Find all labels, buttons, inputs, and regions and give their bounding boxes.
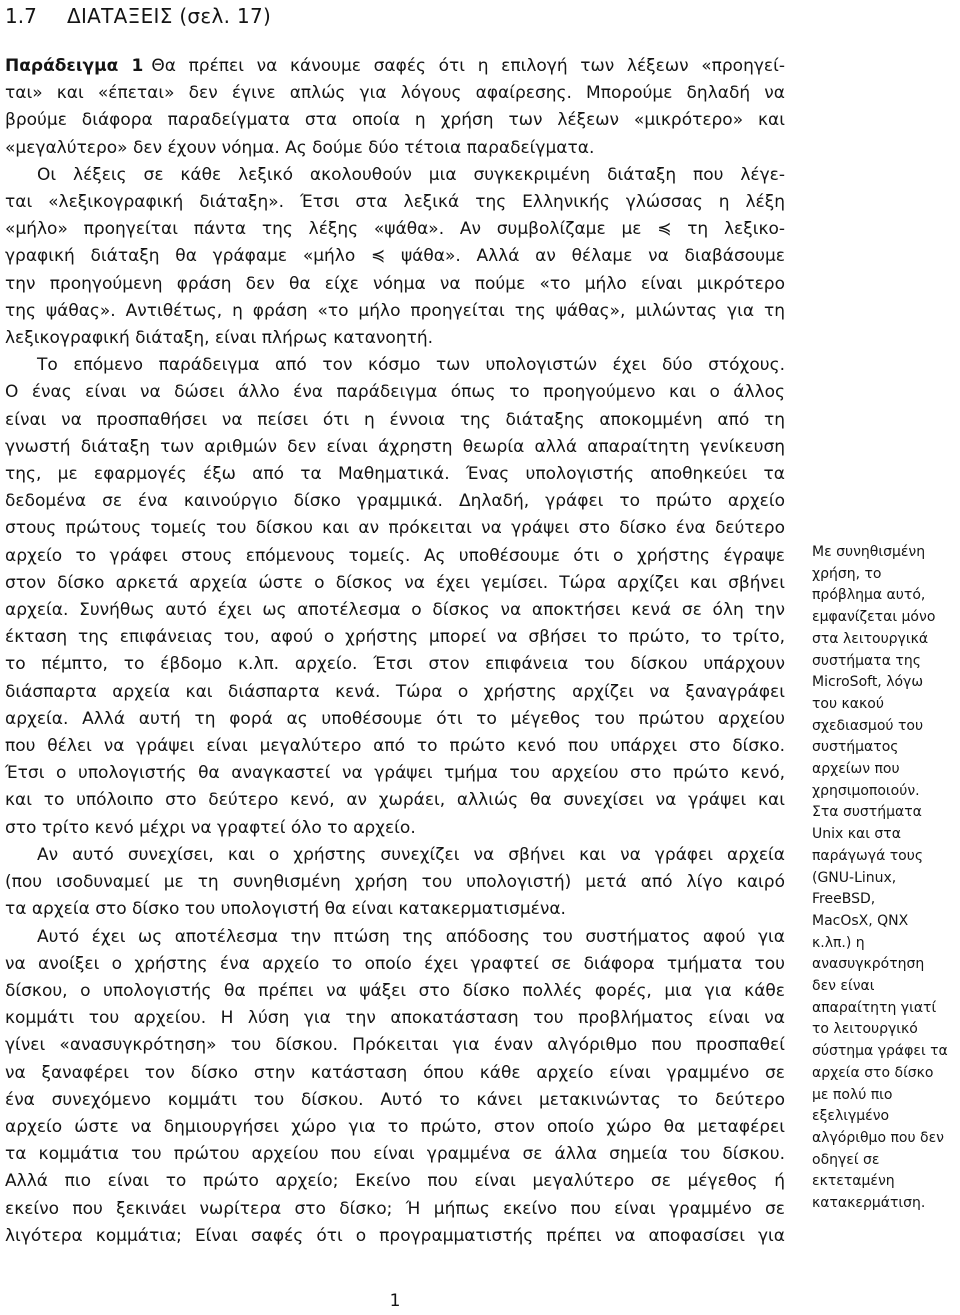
margin-note-line: κατακερμάτιση. xyxy=(812,1195,926,1212)
text-line: γραφική διάταξη θα γράφαμε «μήλο ≼ ψάθα». Αλλά αν θέλαμε να διαβάσουμε xyxy=(5,246,785,267)
margin-note-line: οδηγεί σε xyxy=(812,1151,880,1168)
margin-note-line: σύστημα γράφει τα xyxy=(812,1043,948,1060)
margin-note-line: το λειτουργικό xyxy=(812,1021,918,1038)
margin-note-line: χρήση, το xyxy=(812,565,882,582)
text-line: Το επόμενο παράδειγμα από τον κόσμο των υπολογιστών έχει δύο στόχους. xyxy=(37,355,785,376)
margin-note-line: FreeBSD, xyxy=(812,891,876,908)
text-line: της, με εφαρμογές έξω από τα Μαθηματικά. Ένας υπολογιστής αποθηκεύει τα xyxy=(5,464,785,485)
example-label: Παράδειγμα 1 xyxy=(5,56,144,76)
text-line: λιγότερα κομμάτια; Είναι σαφές ότι ο προγραμματιστής πρέπει να αποφασίσει για xyxy=(5,1225,785,1246)
margin-note-line: MacOsX, QNX xyxy=(812,912,909,929)
text-line: αρχείο ώστε να δημιουργήσει χώρο για το πρώτο, στον οποίο χώρο θα μεταφέρει xyxy=(5,1116,785,1137)
margin-note-line: κ.λπ.) η xyxy=(812,934,865,951)
text-line: διάσπαρτα αρχεία και διάσπαρτα κενά. Τώρα ο χρήστης αρχίζει να ξαναγράφει xyxy=(5,681,785,702)
text-line: Αυτό έχει ως αποτέλεσμα την πτώση της απόδοσης του συστήματος αφού για xyxy=(37,926,785,947)
text-line: κομμάτι του αρχείου. Η λύση για την αποκατάσταση του προβλήματος είναι να xyxy=(5,1008,785,1029)
margin-note-line: αλγόριθμο που δεν xyxy=(812,1129,944,1146)
text-line: τα αρχεία στο δίσκο του υπολογιστή θα είναι κατακερματισμένα. xyxy=(5,899,566,920)
margin-note-line: Unix και στα xyxy=(812,826,901,843)
text-line: που θέλει να γράψει είναι μεγαλύτερο από το πρώτο κενό που υπάρχει στο δίσκο. xyxy=(5,736,785,757)
margin-note-line: αρχεία στο δίσκο xyxy=(812,1064,934,1081)
text-line: στους πρώτους τομείς του δίσκου και αν πρόκειται να γράψει στο δίσκο ένα δεύτερο xyxy=(5,518,785,539)
text-line: αρχεία. Αλλά αυτή τη φορά ας υποθέσουμε ότι το μέγεθος του πρώτου αρχείου xyxy=(5,708,785,729)
text-line: βρούμε διάφορα παραδείγματα στα οποία η χρήση των λέξεων «μικρότερο» και xyxy=(5,110,785,131)
text-line: δεδομένα σε ένα καινούργιο δίσκο γραμμικά. Δηλαδή, γράφει το πρώτο αρχείο xyxy=(5,491,785,512)
text-line: ται «λεξικογραφική διάταξη». Έτσι στα λεξικά της Ελληνικής γλώσσας η λέξη xyxy=(5,192,785,213)
paragraph xyxy=(5,162,785,352)
margin-note-line: Με συνηθισμένη xyxy=(812,544,926,560)
text-line: λεξικογραφική διάταξη, είναι πλήρως κατανοητή. xyxy=(5,328,434,349)
text-line: το πέμπτο, το έβδομο κ.λπ. αρχείο. Έτσι στον επιφάνεια του δίσκου υπάρχουν xyxy=(5,654,785,675)
text-line xyxy=(5,53,785,80)
margin-note-line: εμφανίζεται μόνο xyxy=(812,609,936,626)
margin-note-line: συστήματος xyxy=(812,739,899,756)
page-number: 1 xyxy=(389,1291,401,1311)
margin-note-line: δεν είναι xyxy=(812,978,875,995)
text-line: Αν αυτό συνεχίσει, και ο χρήστης συνεχίζει να σβήνει και να γράφει αρχεία xyxy=(37,844,785,865)
text-line: να ανοίξει ο χρήστης ένα αρχείο το οποίο έχει γραφτεί σε διάφορα τμήματα του xyxy=(5,953,785,974)
margin-note-line: χρησιμοποιούν. xyxy=(812,782,920,799)
text-line: αρχείο το γράφει στους επόμενους τομείς. Ας υποθέσουμε ότι ο χρήστης έγραψε xyxy=(5,545,785,566)
margin-note-line: πρόβλημα αυτό, xyxy=(812,587,926,604)
text-line: τα κομμάτια του πρώτου αρχείου που είναι γραμμένα σε άλλα σημεία του δίσκου. xyxy=(5,1144,785,1165)
text-line-content: Θα πρέπει να κάνουμε σαφές ότι η επιλογή των λέξεων «προηγεί- xyxy=(151,56,785,76)
margin-note-line: του κακού xyxy=(812,695,884,712)
paragraph xyxy=(5,842,785,924)
margin-note-line: σχεδιασμού του xyxy=(812,717,924,734)
text-line: δίσκου, ο υπολογιστής θα πρέπει να ψάξει στο δίσκο πολλές φορές, μια για κάθε xyxy=(5,980,785,1001)
paragraph xyxy=(5,53,785,162)
text-line: Έτσι ο υπολογιστής θα αναγκαστεί να γράψει τμήμα του αρχείου στο πρώτο κενό, xyxy=(5,763,785,784)
section-number: 1.7 xyxy=(5,4,37,28)
margin-note-line: απαραίτητη γιατί xyxy=(812,999,937,1016)
text-line: «μεγαλύτερο» δεν έχουν νόημα. Ας δούμε δύο τέτοια παραδείγματα. xyxy=(5,137,595,158)
text-line: γνωστή διάταξη των αριθμών δεν είναι άχρηστη θεωρία αλλά απαραίτητη γενίκευση xyxy=(5,436,785,457)
text-line: αρχεία. Συνήθως αυτό έχει ως αποτέλεσμα ο δίσκος να αποκτήσει κενά σε όλη την xyxy=(5,600,785,621)
text-line: έκταση της επιφάνειας του, αφού ο χρήστης μπορεί να σβήσει το πρώτο, το τρίτο, xyxy=(5,627,785,648)
paragraph xyxy=(5,352,785,842)
text-line: Ο ένας είναι να δώσει άλλο ένα παράδειγμα όπως το προηγούμενο και ο άλλος xyxy=(5,382,785,403)
margin-note-line: εξελιγμένο xyxy=(812,1108,890,1125)
margin-note-line: (GNU-Linux, xyxy=(812,869,897,886)
text-line: στον δίσκο αρκετά αρχεία ώστε ο δίσκος να έχει γεμίσει. Τώρα αρχίζει και σβήνει xyxy=(5,572,785,593)
text-line: την προηγούμενη φράση δεν θα είχε νόημα να πούμε «το μήλο είναι μικρότερο xyxy=(5,273,785,294)
margin-note-line: αρχείων που xyxy=(812,761,900,778)
text-line: είναι να προσπαθήσει να πείσει ότι η έννοια της διάταξης αποκομμένη από τη xyxy=(5,409,785,430)
margin-note-line: παράγωγά τους xyxy=(812,847,924,864)
text-line: «μήλο» προηγείται πάντα της λέξης «ψάθα». Αν συμβολίζαμε με ≼ τη λεξικο- xyxy=(5,219,785,240)
text-line: και το υπόλοιπο στο δεύτερο κενό, αν χωράει, αλλιώς θα συνεχίσει να γράψει και xyxy=(5,790,785,811)
text-line: ται» και «έπεται» δεν έγινε απλώς για λόγους αφαίρεσης. Μπορούμε δηλαδή να xyxy=(5,83,785,104)
text-line: της ψάθας». Αντιθέτως, η φράση «το μήλο προηγείται της ψάθας», μιλώντας για τη xyxy=(5,300,785,321)
margin-note-line: στα λειτουργικά xyxy=(812,630,929,647)
section-title: ΔΙΑΤΑΞΕΙΣ (σελ. 17) xyxy=(67,4,272,28)
section-header xyxy=(5,2,405,30)
text-line: να ξαναφέρει τον δίσκο στην κατάσταση όπου κάθε αρχείο είναι γραμμένο σε xyxy=(5,1062,785,1083)
margin-note-line: εκτεταμένη xyxy=(812,1173,895,1190)
text-line: στο τρίτο κενό μέχρι να γραφτεί όλο το αρχείο. xyxy=(5,817,416,838)
margin-note xyxy=(812,542,959,1215)
margin-note-line: MicroSoft, λόγω xyxy=(812,674,924,691)
margin-note-line: Στα συστήματα xyxy=(812,804,922,821)
margin-note-line: με πολύ πιο xyxy=(812,1086,893,1103)
margin-note-line: ανασυγκρότηση xyxy=(812,956,925,973)
text-line: (που ισοδυναμεί με τη συνηθισμένη χρήση του υπολογιστή) μετά από λίγο καιρό xyxy=(5,872,785,893)
margin-note-line: συστήματα της xyxy=(812,652,921,669)
text-line: Οι λέξεις σε κάθε λεξικό ακολουθούν μια συγκεκριμένη διάταξη που λέγε- xyxy=(37,164,785,185)
text-line: ένα συνεχόμενο κομμάτι του δίσκου. Αυτό το κάνει μετακινώντας το δεύτερο xyxy=(5,1089,785,1110)
text-line: εκείνο που ξεκινάει νωρίτερα στο δίσκο; Ή μήπως εκείνο που είναι γραμμένο σε xyxy=(5,1198,785,1219)
text-line: Αλλά πιο είναι το πρώτο αρχείο; Εκείνο που είναι μεγαλύτερο σε μέγεθος ή xyxy=(5,1171,785,1192)
text-line: γίνει «ανασυγκρότηση» του δίσκου. Πρόκειται για έναν αλγόριθμο που προσπαθεί xyxy=(5,1035,785,1056)
paragraph xyxy=(5,924,785,1250)
main-text-column xyxy=(5,53,785,1250)
